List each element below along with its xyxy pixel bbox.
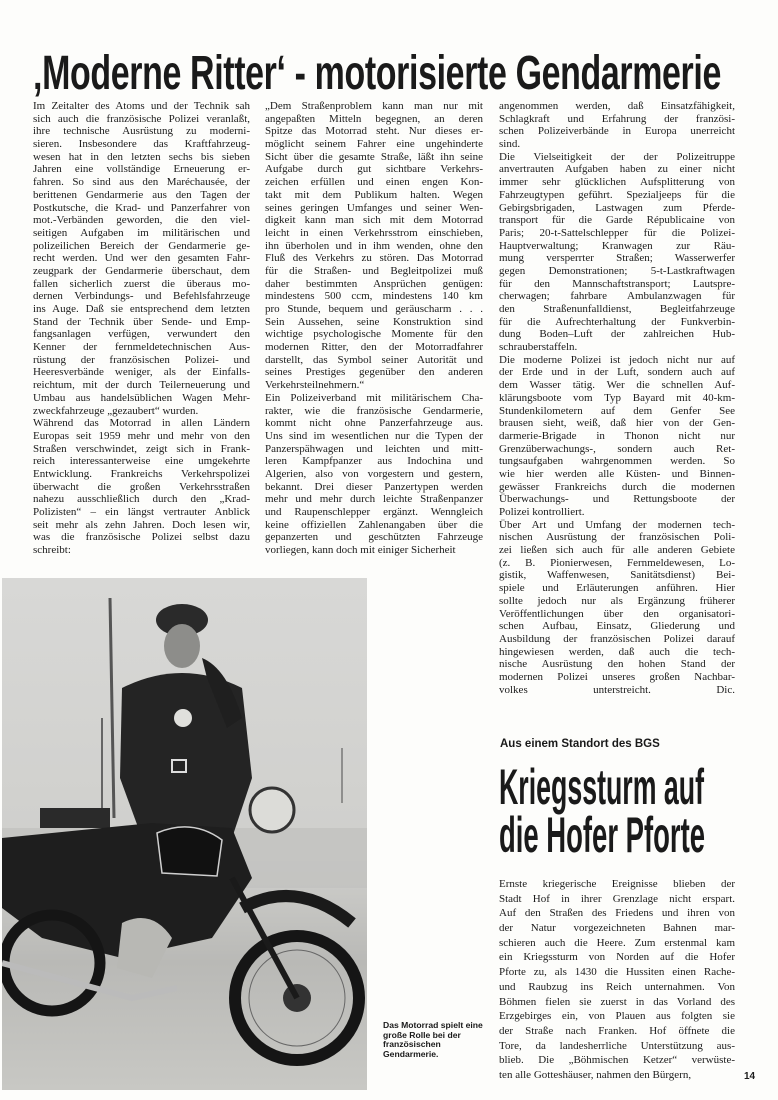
text-line: Aufgabe durch gut sichtbare Verkehrs- — [265, 163, 483, 176]
text-line: tungsaufgaben wahrgenommen werden. So — [499, 455, 735, 468]
text-line: Fahrzeugtypen geführt. Spezialjeeps für die — [499, 188, 735, 201]
article-headline-line-2: die Hofer Pforte — [499, 807, 705, 863]
text-line: Stadt Hof in ihrer Grenzlage nicht erspart. — [499, 892, 735, 905]
text-line: Tore, da landesherrliche Unterstützung aus- — [499, 1039, 735, 1052]
text-line: Hauptverwaltung; Kranwagen zur Räu- — [499, 239, 735, 252]
text-line: Entwicklung. Frankreichs Verkehrspolizei — [33, 467, 250, 480]
page-number: 14 — [744, 1071, 756, 1082]
text-line: gistik, Waffenwesen, Sanitätsdienst) Bei- — [499, 569, 735, 582]
text-line: zweckfahrzeuge „gezaubert“ wurden. — [33, 404, 199, 417]
text-line: möglicht seinem Fahrer eine ungehinderte — [265, 138, 483, 151]
text-line: wie hier werden alle Küsten- und Binnen- — [499, 467, 735, 480]
text-line: modernen Polizei unseres großen Nachbar- — [499, 670, 735, 683]
text-line: angenommen werden, daß Einsatzfähigkeit, — [499, 100, 735, 112]
text-line: Uns sind im wesentlichen nur die Typen der — [265, 429, 483, 442]
text-line: dung Boden–Luft der zahlreichen Hub- — [499, 328, 735, 341]
text-line: gewässer Frankreichs durch die modernen — [499, 480, 735, 493]
text-line: dernen Verbindungs- und Befehlsfahrzeuge — [33, 290, 250, 303]
text-line: zeichen erfüllen und einen engen Kon- — [265, 176, 483, 189]
text-line: klärungsboote vom Typ Bayard mit 40-km- — [499, 391, 735, 404]
text-line: kommt nicht ohne Panzerfahrzeuge aus. — [265, 417, 483, 430]
text-line: schen Aufbau, Einsatz, Gliederung und — [499, 620, 735, 633]
text-line: seines geringen Umfanges und seiner Wen- — [265, 201, 483, 214]
text-line: dem Wasser tätig. Wer die schnellen Auf- — [499, 379, 735, 392]
text-line: ein Kriegssturm von Norden auf die Hofer — [499, 951, 735, 964]
text-line: sind. — [499, 138, 521, 151]
text-line: Im Zeitalter des Atoms und der Technik sah — [33, 100, 250, 112]
text-line: fallen sicherlich zuerst die überaus mo- — [33, 277, 250, 290]
article-column-1 — [33, 100, 250, 557]
text-line: sollte jedoch nur als Ergänzung früherer — [499, 594, 735, 607]
text-line: Postkutsche, die Krad- und Panzerfahrer von — [33, 201, 250, 214]
text-line: und Raupenschlepper ergänzt. Wenngleich — [265, 506, 483, 518]
text-line: transport für die Garde Républicaine von — [499, 214, 735, 227]
text-line: bekannt. Drei dieser Panzertypen werden — [265, 480, 483, 493]
text-line: für die Aufrechterhaltung der Funkverbin- — [499, 315, 735, 328]
text-line: Spitze das Motorrad steht. Nur dieses er- — [265, 125, 483, 138]
text-line: polizeilichen Bereich der Gendarmerie ge- — [33, 239, 250, 252]
text-line: Kenner der fernmeldetechnischen Aus- — [33, 341, 250, 354]
text-line: „Dem Straßenproblem kann man nur mit — [265, 100, 483, 112]
text-line: schieren auch die Heere. Zum erstenmal kam — [499, 936, 735, 949]
text-line: Paris; 20-t-Sattelschlepper für die Polizei- — [499, 226, 735, 239]
text-line: Algerien, also von vorgestern und gestern, — [265, 467, 483, 480]
text-line: Stand der Technik über Sende- und Emp- — [33, 315, 250, 328]
text-line: rakter, wie die französische Gendarmerie, — [265, 404, 483, 417]
text-line: seitigen Aufgaben im militärischen und — [33, 226, 250, 239]
text-line: Heeresverbände weniger, als der Einfalls- — [33, 366, 250, 379]
text-line: ins Auge. Daß sie entsprechend dem letzten — [33, 303, 250, 315]
text-line: mindestens 500 ccm, mindestens 140 km — [265, 290, 483, 303]
text-line: fahren. So sind aus den Maréchausée, der — [33, 176, 250, 189]
text-line: seit mehr als zehn Jahren. Doch lesen wir, — [33, 518, 250, 531]
text-line: Über Art und Umfang der modernen tech- — [499, 518, 735, 531]
article-column-2 — [265, 100, 483, 557]
article-headline-line-1: Kriegssturm auf — [499, 759, 704, 815]
text-line: Ernste kriegerische Ereignisse blieben der — [499, 878, 735, 890]
text-line: modernen Ritter, den der Motorradfahrer — [265, 341, 483, 354]
text-line: digkeit kann man sich mit dem Motorrad — [265, 214, 483, 227]
text-line: Schlagkraft und Erfahrung der französi- — [499, 112, 735, 125]
text-line: darmerie-Brigade in Thonon nicht nur — [499, 429, 735, 442]
text-line: fangsanlagen verfügen, verwundert den — [33, 328, 250, 341]
text-line: mung versperrter Straßen; Wasserwerfer — [499, 252, 735, 265]
text-line: Panzerspähwagen und leichten und mitt- — [265, 442, 483, 455]
article-kicker: Aus einem Standort des BGS — [500, 738, 660, 750]
text-line: zeugpark der Gendarmerie überschaut, dem — [33, 264, 250, 277]
text-line: Erzgebirges ein, von Plauen aus folgten sie — [499, 1010, 735, 1023]
text-line: überwacht die großen Verkehrsstraßen — [33, 480, 250, 493]
text-line: angepaßten Mitteln begegnen, an deren — [265, 112, 483, 125]
text-line: für den Mannschaftstransport; Lautspre- — [499, 277, 735, 290]
text-line: für die Straßen- und Begleitpolizei muß — [265, 264, 483, 277]
text-line: Sicht über die gesamte Straße, läßt ihn seine — [265, 150, 483, 163]
text-line: reich interessanterweise eine umgekehrte — [33, 455, 250, 468]
text-line: immer sehr glücklichen Aufsplitterung von — [499, 176, 735, 189]
text-line: schrauberstaffeln. — [499, 341, 578, 354]
text-line: mehr und mehr durch leichte Straßenpanzer — [265, 493, 483, 506]
text-line: Die moderne Polizei ist jedoch nicht nur auf — [499, 353, 735, 366]
article-2-column — [499, 877, 735, 1083]
text-line: (z. B. Pionierwesen, Fernmeldewesen, Lo- — [499, 556, 735, 569]
text-line: nische Ausrüstung den hohen Stand der — [499, 658, 735, 671]
text-line: sieren. Insbesondere das Kraftfahrzeug- — [33, 138, 250, 151]
text-line: nischen Ausrüstung der französischen Poli- — [499, 531, 735, 544]
text-line: leicht in einen Verkehrsstrom einschieben, — [265, 226, 483, 239]
text-line: mot.-Verbänden geworden, die den viel- — [33, 214, 250, 227]
text-line: gegen Demonstrationen; 5-t-Lastkraftwagen — [499, 264, 735, 277]
text-line: Polizisten“ – ein längst vertrauter Anblick — [33, 506, 250, 518]
text-line: Ein Polizeiverband mit militärischem Cha- — [265, 391, 483, 404]
motorcycle-gendarme-photo — [2, 578, 367, 1090]
text-line: ten alle Gotteshäuser, nahmen den Bürgern, — [499, 1068, 692, 1081]
text-line: Europas seit 1959 mehr und mehr von den — [33, 429, 250, 442]
text-line: den Straßenunfalldienst, Begleitfahrzeuge — [499, 303, 735, 315]
text-line: Böhmen fielen sie zuerst in das Vorland des — [499, 995, 735, 1008]
text-line: rüstung der französischen Polizei- und — [33, 353, 250, 366]
text-line: Grenzüberwachungs-, sondern auch Ret- — [499, 442, 735, 455]
text-line: der Erde und in der Luft, sondern auch auf — [499, 366, 735, 379]
text-line: volkes unterstreicht. Dic. — [499, 683, 735, 696]
text-line: und Raubzug ins Reich unternahmen. Von — [499, 980, 735, 993]
text-line: berittenen Gendarmerie aus den Tagen der — [33, 188, 250, 201]
text-line: vorliegen, kann doch mit einiger Sicherheit — [265, 544, 456, 557]
text-line: Während das Motorrad in allen Ländern — [33, 417, 250, 430]
text-line: Fluß des Verkehrs zu stören. Das Motorrad — [265, 252, 483, 265]
text-line: Umbau aus handelsüblichen Wagen Mehr- — [33, 391, 250, 404]
text-line: wichtige psychologische Momente für den — [265, 328, 483, 341]
text-line: cherwagen; fahrbare Ambulanzwagen für — [499, 290, 735, 303]
text-line: Gebirgsbrigaden, Lastwagen zum Pferde- — [499, 201, 735, 214]
text-line: leren Kampfpanzer aus Indochina und — [265, 455, 483, 468]
text-line: Ausbildung der französischen Polizei darauf — [499, 632, 735, 645]
text-line: darstellt, das Symbol seiner Autorität und — [265, 353, 483, 366]
text-line: keine offiziellen Zahlenangaben über die — [265, 518, 483, 531]
text-line: Auf den Straßen des Friedens und ihren von — [499, 907, 735, 920]
text-line: Veröffentlichungen über den organisatori- — [499, 607, 735, 620]
text-line: schen Polizeiverbände in Europa unerreicht — [499, 125, 735, 138]
text-line: Die Vielseitigkeit der der Polizeitruppe — [499, 150, 735, 163]
text-line: Stundenkilometern auf dem Genfer See — [499, 404, 735, 417]
text-line: Pforte zu, als 1430 die Hussiten einen Rache- — [499, 966, 735, 979]
text-line: Überwachungs- und Rettungsboote der — [499, 493, 735, 506]
text-line: Polizei kontrolliert. — [499, 506, 585, 518]
text-line: der Straße nach Franken. Hof öffnete die — [499, 1024, 735, 1037]
text-line: brausen sieht, weiß, daß hier von der Gen- — [499, 417, 735, 430]
text-line: der Natur vorgezeichneten Bahnen mar- — [499, 922, 735, 935]
text-line: ihre technische Ausrüstung zu moderni- — [33, 125, 250, 138]
text-line: daher bestimmten Ansprüchen genügen: — [265, 277, 483, 290]
text-line: seines Prestiges gegenüber den anderen — [265, 366, 483, 379]
text-line: ihn überholen und in ihm wenden, ohne den — [265, 239, 483, 252]
text-line: spiele und Erläuterungen anführen. Hier — [499, 582, 735, 595]
article-title: ‚Moderne Ritter‘ - motorisierte Gendarmerie — [33, 47, 721, 100]
text-line: Sein Aussehen, seine Konstruktion sind — [265, 315, 483, 328]
text-line: wesen hat in den letzten sechs bis sieben — [33, 150, 250, 163]
text-line: Straßen verschwindet, zeigt sich in Frank- — [33, 442, 250, 455]
text-line: anvertrauten Aufgaben haben zu einer nicht — [499, 163, 735, 176]
text-line: hingewiesen werden, daß auch die tech- — [499, 645, 735, 658]
text-line: gepanzerten und geschützten Fahrzeuge — [265, 531, 483, 544]
text-line: schreibt: — [33, 544, 71, 557]
text-line: Jahren eine vollständige Erneuerung er- — [33, 163, 250, 176]
text-line: was die französische Polizei selbst dazu — [33, 531, 250, 544]
article-column-3 — [499, 100, 735, 696]
text-line: blieb. Die „Böhmischen Ketzer“ verwüste- — [499, 1054, 735, 1067]
photo-caption: Das Motorrad spielt eine große Rolle bei der französischen Gendarmerie. — [383, 1020, 483, 1059]
text-line: reichtum, mit der durch Teilerneuerung und — [33, 379, 250, 392]
text-line: recht werden. Und wer den gesamten Fahr- — [33, 252, 250, 265]
text-line: sich auch die französische Polizei veranlaßt, — [33, 112, 250, 125]
text-line: pro Stunde, bequem und geräuscharm . . . — [265, 303, 483, 315]
text-line: takt mit dem Publikum halten. Wegen — [265, 188, 483, 201]
text-line: nahezu ausschließlich durch den „Krad- — [33, 493, 250, 506]
text-line: zei ließen sich auch für alle anderen Gebiete — [499, 544, 735, 557]
text-line: Verkehrsteilnehmern.“ — [265, 379, 365, 392]
